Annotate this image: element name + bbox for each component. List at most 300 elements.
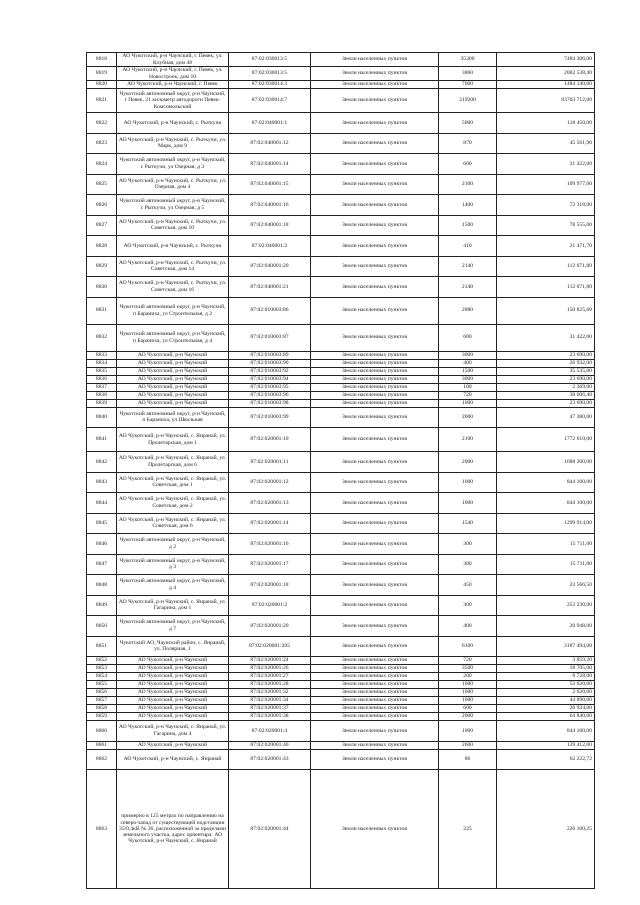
cadastral-number-cell: 87:02:010003:90 [229,359,311,367]
row-number-cell: 8820 [87,81,117,89]
address-cell: Чукотский автономный округ, р-н Чаунский, д 2 [117,534,229,555]
table-row [87,575,595,596]
cadastral-number-cell: 87:02:020001:26 [229,665,311,673]
table-row [87,595,595,616]
area-cell: 2000 [439,407,497,428]
land-category-cell: Земли населенных пунктов [311,174,439,195]
address-cell: АО Чукотский, р-н Чаунский, с. Янранай, ул. Гагарина, дом 4 [117,721,229,742]
land-category-cell: Земли населенных пунктов [311,665,439,673]
row-number-cell: 8844 [87,493,117,514]
cadastral-number-cell: 87:02:020001:27 [229,673,311,681]
table-row [87,375,595,383]
row-number-cell: 8818 [87,53,117,67]
row-number-cell: 8819 [87,67,117,81]
cadastral-value-cell: 844 100,00 [497,493,595,514]
cadastral-number-cell: 87:02:020001:40 [229,741,311,749]
table-row [87,154,595,175]
cadastral-value-cell: 23 690,00 [497,351,595,359]
land-category-cell: Земли населенных пунктов [311,636,439,657]
row-number-cell: 8841 [87,428,117,452]
cadastral-number-cell: 87:02:010003:95 [229,383,311,391]
row-number-cell: 8834 [87,359,117,367]
land-category-cell: Земли населенных пунктов [311,616,439,637]
cadastral-value-cell: 15 711,00 [497,554,595,575]
row-number-cell: 8852 [87,657,117,665]
row-number-cell: 8847 [87,554,117,575]
cadastral-value-cell: 64 840,00 [497,713,595,721]
row-number-cell: 8861 [87,741,117,749]
cadastral-value-cell: 31 422,00 [497,324,595,351]
land-category-cell: Земли населенных пунктов [311,359,439,367]
land-category-cell: Земли населенных пунктов [311,534,439,555]
land-category-cell: Земли населенных пунктов [311,67,439,81]
land-category-cell: Земли населенных пунктов [311,452,439,473]
row-number-cell: 8856 [87,689,117,697]
address-cell: АО Чукотский, р-н Чаунский [117,741,229,749]
land-category-cell: Земли населенных пунктов [311,713,439,721]
cadastral-number-cell: 87:02:020001:10 [229,428,311,452]
row-number-cell: 8826 [87,195,117,216]
table-row [87,297,595,324]
area-cell: 2880 [439,297,497,324]
cadastral-number-cell: 87:02:020001:24 [229,657,311,665]
address-cell: Чукотский автономный округ, р-н Чаунский, п Бараниха, ул Строительная, д 2 [117,297,229,324]
cadastral-value-cell: 23 690,00 [497,375,595,383]
land-category-cell: Земли населенных пунктов [311,367,439,375]
table-row [87,689,595,697]
cadastral-value-cell: 26 934,00 [497,705,595,713]
address-cell: АО Чукотский, р-н Чаунский [117,359,229,367]
address-cell: АО Чукотский, р-н Чаунский, с. Янранай, ул. Советская, дом 1 [117,472,229,493]
address-cell: АО Чукотский, р-н Чаунский, с. Янранай, ул. Советская, дом 2 [117,493,229,514]
area-cell: 2600 [439,741,497,749]
table-row [87,256,595,277]
address-cell: АО Чукотский, р-н Чаунский [117,665,229,673]
area-cell: 300 [439,595,497,616]
table-row [87,407,595,428]
land-category-cell: Земли населенных пунктов [311,657,439,665]
table-row [87,636,595,657]
table-row [87,721,595,742]
cadastral-number-cell: 87:02:020001:34 [229,697,311,705]
area-cell: 300 [439,534,497,555]
land-category-cell: Земли населенных пунктов [311,399,439,407]
cadastral-value-cell: 3 859,20 [497,657,595,665]
row-number-cell: 8837 [87,383,117,391]
address-cell: АО Чукотский, р-н Чаунский [117,705,229,713]
table-row [87,399,595,407]
cadastral-value-cell: 62 222,72 [497,749,595,770]
area-cell: 2100 [439,428,497,452]
cadastral-value-cell: 23 690,00 [497,399,595,407]
cadastral-number-cell: 87:02:020001:32 [229,689,311,697]
table-row [87,657,595,665]
area-cell: 2000 [439,452,497,473]
area-cell: 600 [439,705,497,713]
land-category-cell: Земли населенных пунктов [311,595,439,616]
row-number-cell: 8835 [87,367,117,375]
area-cell: 1400 [439,195,497,216]
table-row [87,113,595,134]
table-row [87,697,595,705]
row-number-cell: 8822 [87,113,117,134]
area-cell: 7000 [439,81,497,89]
cadastral-number-cell: 87:02:020001:44 [229,770,311,889]
land-category-cell: Земли населенных пунктов [311,575,439,596]
cadastral-number-cell: 87:02:020001:18 [229,575,311,596]
address-cell: АО Чукотский, р-н Чаунский, с. Рыткучи, ул. Советская, дом 14 [117,256,229,277]
table-row [87,359,595,367]
cadastral-value-cell: 1484 140,00 [497,81,595,89]
cadastral-value-cell: 20 948,00 [497,616,595,637]
land-parcels-table-page [86,52,594,889]
address-cell: АО Чукотский, р-н Чаунский [117,383,229,391]
land-category-cell: Земли населенных пунктов [311,721,439,742]
table-row [87,534,595,555]
address-cell: АО Чукотский, р-н Чаунский, с. Янранай, ул. Советская, дом 6 [117,513,229,534]
cadastral-number-cell: 87:02:040001:20 [229,256,311,277]
cadastral-number-cell: 87:02:030013:5 [229,53,311,67]
table-row [87,493,595,514]
table-row [87,665,595,673]
address-cell: АО Чукотский, р-н Чаунский [117,713,229,721]
area-cell: 2140 [439,277,497,298]
land-category-cell: Земли населенных пунктов [311,236,439,257]
cadastral-value-cell: 78 555,00 [497,215,595,236]
cadastral-value-cell: 844 100,00 [497,721,595,742]
land-category-cell: Земли населенных пунктов [311,256,439,277]
cadastral-number-cell: 87:02:020001:4 [229,721,311,742]
cadastral-value-cell: 139 412,00 [497,741,595,749]
area-cell: 410 [439,236,497,257]
address-cell: Чукотский автономный округ, р-н Чаунский, с Рыткучи, ул Озерная, д 5 [117,195,229,216]
cadastral-number-cell: 87:02:020001:12 [229,472,311,493]
row-number-cell: 8833 [87,351,117,359]
table-row [87,616,595,637]
cadastral-value-cell: 31 422,00 [497,154,595,175]
area-cell: 450 [439,575,497,596]
area-cell: 1000 [439,689,497,697]
land-category-cell: Земли населенных пунктов [311,697,439,705]
address-cell: Чукотский автономный округ, р-н Чаунский, д 7 [117,616,229,637]
cadastral-value-cell: 112 071,80 [497,256,595,277]
row-number-cell: 8840 [87,407,117,428]
row-number-cell: 8842 [87,452,117,473]
cadastral-number-cell: 87:02:040001:14 [229,154,311,175]
area-cell: 3000 [439,351,497,359]
table-row [87,713,595,721]
area-cell: 100 [439,383,497,391]
cadastral-number-cell: 87:02:040001:15 [229,174,311,195]
cadastral-value-cell: 844 100,00 [497,472,595,493]
table-row [87,673,595,681]
table-row [87,236,595,257]
address-cell: Чукотский автономный округ, р-н Чаунский, п Бараниха, ул Строительная, д 4 [117,324,229,351]
land-category-cell: Земли населенных пунктов [311,770,439,889]
cadastral-value-cell: 45 561,90 [497,133,595,154]
cadastral-number-cell: 87:02:020001:28 [229,681,311,689]
address-cell: АО Чукотский, р-н Чаунский, с. Янранай, ул. Пролетарская, дом 6 [117,452,229,473]
cadastral-value-cell: 47 380,00 [497,407,595,428]
table-row [87,749,595,770]
table-row [87,770,595,889]
cadastral-number-cell: 87:02:020001:2 [229,595,311,616]
row-number-cell: 8849 [87,595,117,616]
land-category-cell: Земли населенных пунктов [311,113,439,134]
cadastral-number-cell: 87:02:010003:87 [229,324,311,351]
cadastral-number-cell: 87:02:020001:43 [229,749,311,770]
cadastral-value-cell: 1299 914,00 [497,513,595,534]
address-cell: АО Чукотский, р-н Чаунский, с. Рыткучи, ул. Озерная, дом 4 [117,174,229,195]
cadastral-number-cell: 87:02:040001:18 [229,215,311,236]
cadastral-number-cell: 87:02:030013:5 [229,67,311,81]
address-cell: АО Чукотский, р-н Чаунский, с. Янранай, ул. Гагарина, дом 1 [117,595,229,616]
area-cell: 2140 [439,256,497,277]
table-row [87,681,595,689]
row-number-cell: 8836 [87,375,117,383]
cadastral-value-cell: 15 711,00 [497,534,595,555]
row-number-cell: 8854 [87,673,117,681]
land-category-cell: Земли населенных пунктов [311,493,439,514]
cadastral-number-cell: 87:02:020001:37 [229,705,311,713]
address-cell: Чукотский автономный округ, р-н Чаунский, г Певек, 21 километр автодороги Певек-Комсомольский [117,89,229,113]
row-number-cell: 8850 [87,616,117,637]
cadastral-value-cell: 53 620,00 [497,681,595,689]
row-number-cell: 8863 [87,770,117,889]
row-number-cell: 8843 [87,472,117,493]
land-category-cell: Земли населенных пунктов [311,351,439,359]
row-number-cell: 8855 [87,681,117,689]
row-number-cell: 8832 [87,324,117,351]
cadastral-number-cell: 87:02:020001:13 [229,493,311,514]
land-category-cell: Земли населенных пунктов [311,277,439,298]
land-category-cell: Земли населенных пунктов [311,324,439,351]
address-cell: АО Чукотский, р-н Чаунский, г. Певек, ул. Новостроек, дом 10 [117,67,229,81]
land-category-cell: Земли населенных пунктов [311,297,439,324]
cadastral-number-cell: 87:02:010003:99 [229,407,311,428]
row-number-cell: 8845 [87,513,117,534]
land-category-cell: Земли населенных пунктов [311,741,439,749]
address-cell: Чукотский АО, Чаунский район, с. Янранай, ул. Полярная, 1 [117,636,229,657]
area-cell: 600 [439,154,497,175]
land-category-cell: Земли населенных пунктов [311,472,439,493]
table-row [87,428,595,452]
area-cell: 3500 [439,665,497,673]
cadastral-value-cell: 1688 200,00 [497,452,595,473]
area-cell: 1000 [439,472,497,493]
address-cell: Чукотский автономный округ, р-н Чаунский, д 3 [117,554,229,575]
row-number-cell: 8827 [87,215,117,236]
address-cell: Чукотский автономный округ, р-н Чаунский, д 4 [117,575,229,596]
row-number-cell: 8821 [87,89,117,113]
table-row [87,513,595,534]
land-category-cell: Земли населенных пунктов [311,689,439,697]
area-cell: 400 [439,359,497,367]
address-cell: Чукотский автономный округ, р-н Чаунский, п Бараниха, ул Школьная [117,407,229,428]
area-cell: 1000 [439,493,497,514]
cadastral-value-cell: 112 071,80 [497,277,595,298]
land-category-cell: Земли населенных пунктов [311,749,439,770]
cadastral-number-cell: 87:02:010003:98 [229,399,311,407]
table-row [87,351,595,359]
address-cell: АО Чукотский, р-н Чаунский [117,391,229,399]
area-cell: 200 [439,673,497,681]
cadastral-value-cell: 18 705,00 [497,665,595,673]
cadastral-number-cell: 87:02:010003:94 [229,375,311,383]
address-cell: АО Чукотский, р-н Чаунский, с. Рыткучи, ул. Советская, дом 10 [117,215,229,236]
cadastral-number-cell: 87:02:020001:14 [229,513,311,534]
address-cell: АО Чукотский, р-н Чаунский, с. Рыткучи [117,113,229,134]
row-number-cell: 8846 [87,534,117,555]
land-category-cell: Земли населенных пунктов [311,673,439,681]
land-category-cell: Земли населенных пунктов [311,53,439,67]
area-cell: 5000 [439,113,497,134]
table-row [87,472,595,493]
address-cell: АО Чукотский, р-н Чаунский [117,697,229,705]
row-number-cell: 8831 [87,297,117,324]
address-cell: примерно в 125 метрах по направлению на северо-запад от существующей подстанции 35/0,4кВ № 36, расположенной за пределами земельного участка, адрес ориентира: АО Чукотский, р-н Чаунский, с. Янранай [117,770,229,889]
table-row [87,81,595,89]
cadastral-value-cell: 118 450,00 [497,113,595,134]
cadastral-number-cell: 87:02:020001:16 [229,534,311,555]
address-cell: Чукотский автономный округ, р-н Чаунский, с Рыткучи, ул Озерная, д 3 [117,154,229,175]
cadastral-value-cell: 1772 610,00 [497,428,595,452]
land-category-cell: Земли населенных пунктов [311,195,439,216]
land-category-cell: Земли населенных пунктов [311,391,439,399]
area-cell: 400 [439,616,497,637]
table-row [87,67,595,81]
cadastral-number-cell: 87:02:020001:11 [229,452,311,473]
land-category-cell: Земли населенных пунктов [311,133,439,154]
cadastral-number-cell: 87:02:010003:89 [229,351,311,359]
land-category-cell: Земли населенных пунктов [311,407,439,428]
cadastral-value-cell: 226 100,25 [497,770,595,889]
cadastral-number-cell: 87:02:040001:21 [229,277,311,298]
area-cell: 1540 [439,513,497,534]
area-cell: 1500 [439,215,497,236]
land-category-cell: Земли населенных пунктов [311,513,439,534]
address-cell: АО Чукотский, р-н Чаунский, с. Янранай, ул. Пролетарская, дом 1 [117,428,229,452]
table-row [87,391,595,399]
area-cell: 2100 [439,174,497,195]
address-cell: АО Чукотский, р-н Чаунский [117,399,229,407]
table-row [87,452,595,473]
cadastral-number-cell: 87:02:020001:205 [229,636,311,657]
area-cell: 870 [439,133,497,154]
area-cell: 720 [439,657,497,665]
cadastral-value-cell: 26 932,00 [497,359,595,367]
land-category-cell: Земли населенных пунктов [311,215,439,236]
area-cell: 219200 [439,89,497,113]
area-cell: 3860 [439,67,497,81]
cadastral-number-cell: 87:02:030014:7 [229,89,311,113]
land-parcels-table [86,52,595,889]
table-row [87,554,595,575]
table-row [87,174,595,195]
land-category-cell: Земли населенных пунктов [311,554,439,575]
area-cell: 600 [439,324,497,351]
row-number-cell: 8857 [87,697,117,705]
table-row [87,215,595,236]
cadastral-number-cell: 87:02:040001:1 [229,113,311,134]
area-cell: 1000 [439,399,497,407]
cadastral-value-cell: 8 728,00 [497,673,595,681]
cadastral-number-cell: 87:02:040001:2 [229,236,311,257]
cadastral-number-cell: 87:02:010003:92 [229,367,311,375]
row-number-cell: 8853 [87,665,117,673]
cadastral-value-cell: 21 471,70 [497,236,595,257]
area-cell: 6100 [439,636,497,657]
area-cell: 2000 [439,713,497,721]
cadastral-value-cell: 2002 538,40 [497,67,595,81]
area-cell: 225 [439,770,497,889]
cadastral-value-cell: 44 890,00 [497,697,595,705]
table-row [87,741,595,749]
row-number-cell: 8823 [87,133,117,154]
address-cell: АО Чукотский, р-н Чаунский [117,689,229,697]
table-row [87,89,595,113]
address-cell: АО Чукотский, р-н Чаунский, с. Рыткучи, ул. Марк, дом 9 [117,133,229,154]
table-row [87,277,595,298]
address-cell: АО Чукотский, р-н Чаунский [117,673,229,681]
row-number-cell: 8839 [87,399,117,407]
cadastral-number-cell: 87:02:040001:12 [229,133,311,154]
address-cell: АО Чукотский, р-н Чаунский, с. Рыткучи [117,236,229,257]
area-cell: 1000 [439,721,497,742]
land-category-cell: Земли населенных пунктов [311,681,439,689]
cadastral-value-cell: 150 825,60 [497,297,595,324]
cadastral-number-cell: 87:02:010003:96 [229,391,311,399]
row-number-cell: 8859 [87,713,117,721]
table-row [87,195,595,216]
cadastral-number-cell: 87:02:020001:38 [229,713,311,721]
address-cell: АО Чукотский, р-н Чаунский [117,351,229,359]
address-cell: АО Чукотский, р-н Чаунский, г. Певек [117,81,229,89]
cadastral-value-cell: 23 566,50 [497,575,595,596]
land-category-cell: Земли населенных пунктов [311,154,439,175]
table-body [87,53,595,889]
area-cell: 720 [439,391,497,399]
address-cell: АО Чукотский, р-н Чаунский [117,375,229,383]
row-number-cell: 8825 [87,174,117,195]
address-cell: АО Чукотский, р-н Чаунский, с. Янранай [117,749,229,770]
cadastral-value-cell: 109 977,00 [497,174,595,195]
cadastral-value-cell: 73 318,00 [497,195,595,216]
area-cell: 1000 [439,697,497,705]
address-cell: АО Чукотский, р-н Чаунский [117,657,229,665]
cadastral-value-cell: 3187 494,00 [497,636,595,657]
address-cell: АО Чукотский, р-н Чаунский [117,367,229,375]
address-cell: АО Чукотский, р-н Чаунский [117,681,229,689]
address-cell: АО Чукотский, р-н Чаунский, г. Певек, ул. Клубная, дом 48 [117,53,229,67]
table-row [87,133,595,154]
land-category-cell: Земли населенных пунктов [311,705,439,713]
row-number-cell: 8829 [87,256,117,277]
cadastral-value-cell: 253 230,00 [497,595,595,616]
area-cell: 35300 [439,53,497,67]
row-number-cell: 8838 [87,391,117,399]
row-number-cell: 8851 [87,636,117,657]
cadastral-number-cell: 87:02:020001:20 [229,616,311,637]
row-number-cell: 8848 [87,575,117,596]
row-number-cell: 8862 [87,749,117,770]
area-cell: 86 [439,749,497,770]
land-category-cell: Земли населенных пунктов [311,428,439,452]
row-number-cell: 8824 [87,154,117,175]
cadastral-value-cell: 7484 306,00 [497,53,595,67]
row-number-cell: 8858 [87,705,117,713]
cadastral-number-cell: 87:02:040001:16 [229,195,311,216]
